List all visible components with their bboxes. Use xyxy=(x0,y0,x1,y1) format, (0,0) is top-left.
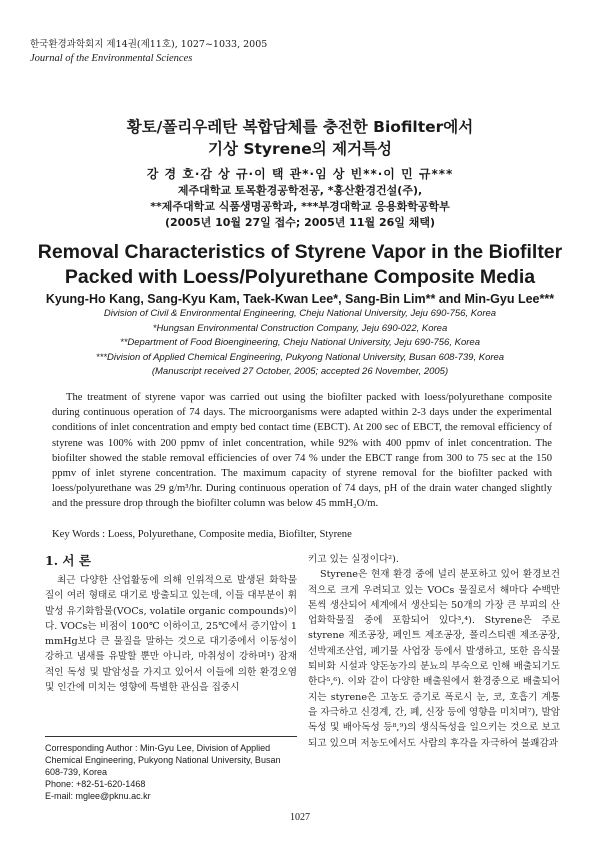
korean-author-block xyxy=(0,166,600,231)
corresponding-phone: Phone: +82-51-620-1468 xyxy=(45,779,146,789)
abstract: The treatment of styrene vapor was carried out using the biofilter packed with loess/polyurethane composite during continuous operation of 74 days. The microorganisms were adapted within 2-3 days under the experimental conditions of inlet concentration and empty bed contact time (EBCT). At 200 sec of EBCT, the removal efficiency of styrene was 100% with 200 ppmv of inlet concentration, while 92% with 400 ppmv of inlet concentration. The biofilter showed the stable removal efficiencies of over 74 % under the EBCT range from 300 to 75 sec at the 150 ppmv of inlet styrene concentration. The maximum capacity of styrene removal for the biofilter packed with loess/polyurethane was 29 g/m³/hr. During continuous operation of 74 days, pH of the drain water changed slightly and the pressure drop through the biofilter column was below 45 mmH₂O/m. xyxy=(52,392,552,510)
body-left-column xyxy=(45,552,297,695)
manuscript-dates: (Manuscript received 27 October, 2005; accepted 26 November, 2005) xyxy=(151,366,449,377)
body-paragraph: 최근 다양한 산업활동에 의해 인위적으로 발생된 화학물질이 여러 형태로 대기로 방출되고 있는데, 이들 대부분이 휘발성 유기화합물(VOCs, volatile organic compounds)이다. VOCs는 비점이 100℃ 이하이고, 25℃에서 증기압이 1 mmHg보다 큰 물질을 말하는 것으로 대기중에서 이동성이 강하고 냄새를 유발할 뿐만 아니라, 마취성이 강하며¹) 잠재적인 독성 및 발암성을 가지고 있어서 이들에 의한 환경오염 및 인간에 미치는 영향에 특별한 관심을 집중시 xyxy=(45,575,297,694)
body-right-column xyxy=(308,552,560,751)
english-affiliations xyxy=(0,307,600,380)
korean-affiliation-1: 제주대학교 토목환경공학전공, *홍산환경건설(주), xyxy=(177,184,423,197)
english-authors: Kyung-Ho Kang, Sang-Kyu Kam, Taek-Kwan Lee*, Sang-Bin Lim** and Min-Gyu Lee*** xyxy=(45,292,555,306)
korean-title-line-2: 기상 Styrene의 제거특성 xyxy=(208,140,392,158)
english-title-line-2: Packed with Loess/Polyurethane Composite Media xyxy=(64,266,536,288)
running-header xyxy=(30,38,267,66)
journal-english: Journal of the Environmental Sciences xyxy=(30,53,193,64)
journal-korean: 한국환경과학회지 제14권(제11호), 1027~1033, 2005 xyxy=(30,39,268,50)
english-title xyxy=(0,240,600,290)
korean-received-date: (2005년 10월 27일 접수; 2005년 11월 26일 채택) xyxy=(165,216,435,229)
body-paragraph-continuation: 키고 있는 실정이다²). xyxy=(308,554,399,565)
korean-affiliation-2: **제주대학교 식품생명공학과, ***부경대학교 응용화학공학부 xyxy=(150,200,450,213)
corresponding-author: Corresponding Author : Min-Gyu Lee, Division of Applied Chemical Engineering, Pukyong National University, Busan 608-739, Korea xyxy=(45,743,281,777)
english-affiliation-3: **Department of Food Bioengineering, Cheju National University, Jeju 690-756, Korea xyxy=(120,337,480,348)
korean-title-line-1: 황토/폴리우레탄 복합담체를 충전한 Biofilter에서 xyxy=(126,118,474,136)
english-affiliation-1: Division of Civil & Environmental Engineering, Cheju National University, Jeju 690-756, Korea xyxy=(103,308,497,319)
english-affiliation-2: *Hungsan Environmental Construction Company, Jeju 690-022, Korea xyxy=(152,322,448,334)
corresponding-author-footnote xyxy=(45,736,297,802)
korean-title xyxy=(0,116,600,160)
keywords: Key Words : Loess, Polyurethane, Composite media, Biofilter, Styrene xyxy=(52,529,352,540)
section-heading-introduction: 1. 서 론 xyxy=(45,553,91,568)
page-number: 1027 xyxy=(290,812,310,823)
english-affiliation-4: ***Division of Applied Chemical Engineering, Pukyong National University, Busan 608-739, Korea xyxy=(95,351,505,363)
english-title-line-1: Removal Characteristics of Styrene Vapor in the Biofilter xyxy=(37,241,563,263)
body-paragraph: Styrene은 현재 환경 중에 널리 분포하고 있어 환경보건적으로 크게 우려되고 있는 VOCs 물질로서 해마다 수백만톤씩 생산되어 세계에서 생산되는 50개의 가장 큰 부피의 산업화학물질 중에 포함되어 있다³,⁴). Styrene은 주로 styrene 제조공장, 페인트 제조공장, 폴리스티렌 제조공장, 선박제조산업, 폐기물 사업장 등에서 발생하고, 또한 음식물 퇴비화 시설과 양돈농가의 분뇨의 부숙으로 인해 배출되기도 한다⁵,⁶). 이와 같이 다양한 배출원에서 환경중으로 배출되어지는 styrene은 고농도 증기로 폭로시 눈, 코, 호흡기 계통을 자극하고 신경계, 간, 폐, 신장 등에 영향을 미치며⁷), 발암독성 및 배아독성 등⁸,⁹)의 생식독성을 일으키는 것으로 보고되고 있으며 저농도에서도 사람의 후각을 자극하여 불쾌감과 xyxy=(308,569,560,749)
corresponding-email: E-mail: mglee@pknu.ac.kr xyxy=(45,791,151,801)
korean-authors: 강 경 호·감 상 규·이 택 관*·임 상 빈**·이 민 규*** xyxy=(146,167,454,181)
